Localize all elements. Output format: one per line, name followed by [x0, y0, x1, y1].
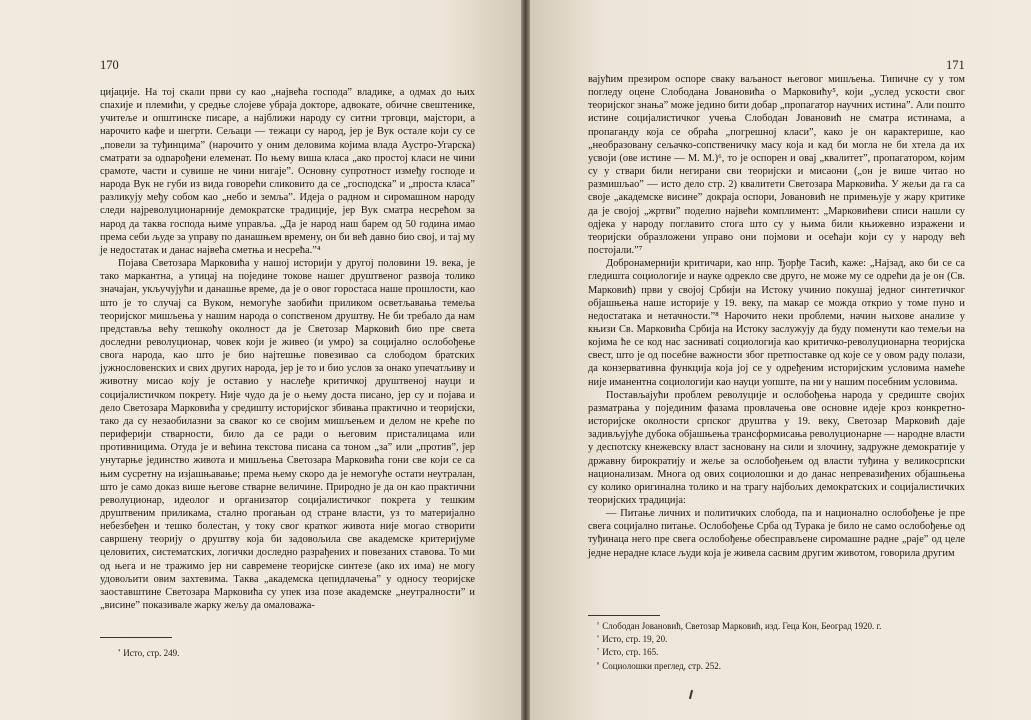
footnote-divider [100, 637, 172, 638]
footnote-mark: ⁶ [597, 634, 600, 642]
footnote-mark: ⁷ [597, 647, 600, 655]
footnote [118, 646, 478, 659]
paragraph: — Питање личних и политичких слобода, па и национално ослобођење је пре свега социјално питање. Ослобођење Срба од Турака је било не само ослобођење од туђинаца него пре свега ослобођење обесправљене сиромашне радне „раје” од целе једне нерадне класе људи која је живела сасвим другим животом, говорила другим [588, 508, 965, 559]
paragraph: Постављајући проблем револуције и ослобођења народа у средиште својих разматрања у појединим фазама провлачења ове основне идеје кроз конкретно-историјске околности српског друштва у 19. веку, Светозар Марковић даје задивљујуће дубока објашњења трансформисања револуционарне — народне власти у деспотску кнежевску власт засновану на сили и злочину, задружне демократије у државну бирократију и жеље за ослобођењем од власти туђина у великосрпски национализам. Многа од ових социолошки и до данас непревазиђених објашњења су колико оригинална толико и на трагу најбољих демократских и социјалистичких теоријских традиција: [588, 389, 965, 506]
paragraph: цијације. На тој скали први су као „највећа господа” владике, а одмах до њих спахије и племићи, у средње слојеве убраја докторе, адвокате, обичне свештенике, учитеље и општинске писаре, а најближи народу су ситни трговци, мајстори, а нарочито кафе и шегрти. Сељаци — тежаци су народ, јер је Вук остале који су се „повели за туђинцима” (нарочито у оним деловима којима влада Аустро-Угарска) сматрати за одnaрођени елеменат. По њему виша класа „ако простој класи не чини срамоте, части и сувише не чини нигаје”. Основну супротност између господе и народа Вук не губи из вида говорећи сликовито да се „господска” и „проста класа” разликују међу собом као „небо и земља”. Идеја о радном и сиромашном народу следи најреволуционарније демократске традиције, јер Вук сматра несрећом за народ да таква господа њиме управља. „Да је народ наш барем од 50 година имао према себи људе за управу по данашњем времену, он би већ давно био свој, и тај му је недостатак и данас највећа сметња и несрећа.”⁴ [100, 87, 475, 256]
paragraph: вајућим презиром оспоре сваку ваљаност његовог мишљења. Типичне су у том погледу оцене Слободана Јовановића о Марковићу⁵, који „услед ускости свог теоријског знања” може једино бити добар „пропагатор научних истина”. Али пошто истине социјалистичког учења Слободан Јовановић не сматра истинама, а пропаганду која се обраћа „погрешној класи”, како је он карактерише, као „необразовану сељачко-сопственичку масу која и кад би могла не би хтела да их усвоји (ове истине — М. М.)⁶, то је оспорен и овај „квалитет”, пропагатором, којим су у ствари били негирани сви теоријски и мисаони („он је више читао но размишљао” — исто дело стр. 2) квалитети Светозара Марковића. У жељи да га са своје „академске висине” докраја оспори, Јовановић не примењује у жару критике да је својој „жртви” поделио највећи комплимент: „Марковићеви списи нашли су одјека у народу поглавито стога што су у њима били књижевно изражени и теоријски образложени управо они појмови и осећаји који су у народу већ постојали.”⁷ [588, 74, 966, 257]
paragraph: Појава Светозара Марковића у нашој историји у другој половини 19. века, је тако маркантна, а утицај на поједине токове нашег друштвеног развоја толико значајан, укључујући и данашње време, да је о овог горостаса наше прошлости, као што је то случај са Вуком, немогуће заобићи приликом осветљавања темеља теоријског мишљења у нашим народа о сопственом друштву. Не би требало да нам представља већу тешкоћу околност да је Светозар Марковић био пре света доследни револуционар, човек који је живео (и умро) за социјално ослобођење свога народа, као што је био најтешње повезивао са слободом братских јужнословенских и свих других народа, јер је то и био услов за онако упечатљиву и животну мисао коју је оставио у наслеђе критичкој друштвеној науци и социјалистичком покрету. Није чудо да је о њему доста писано, јер су и појава и дело Светозара Марковића у средишту историјског збивања практично и теоријски, тако да су незаобилазни за сваког ко се својим мишљењем и делом не креће по периферији стварности, било да се ради о његовим присталицама или противницима. Отуда је и већина текстова писана са тоном „за” или „против”, јер унутарње јединство живота и мишљења Светозара Марковића гони све који се са њим сусретну на изјашњавање; према њему скоро да је немогуће остати неутралан, што је само доказ више његове стварне величине. Природно је да он као практични револуционар, идеолог и организатор социјалистичког покрета у тешким друштвеним приликама, стално прогањан од стране власти, уз то материјално небезбеђен и тешко болестан, у току свог кратког живота није могао створити савршену теорију о друштву која би задовољила све академске критеријуме целовитих, систематских, логички доследно разрађених и повезаних ставова. То ми од њега и не тражимо јер ни савремене теоријске синтезе (ако их има) не могу удовољити овим захтевима. Таква „академска цепидлачења” у односу теоријске заоставштине Светозара Марковића су упек иза позе академске „неутралности” и „висине” показивале жарку жељу да омаловажа- [100, 258, 475, 612]
footnote-mark: ⁴ [118, 648, 121, 655]
body-text [588, 73, 965, 560]
page-number: 171 [946, 58, 965, 72]
footnotes [118, 646, 478, 659]
footnote-divider [588, 615, 660, 616]
footnote [597, 659, 967, 672]
paragraph: Добронамернији критичари, као нпр. Ђорђе Тасић, каже: „Најзад, ако би се са гледишта социологије и науке одрекло све друго, не може му се одрећи да је он (Св. Марковић) први у својој Србији на Истоку учинио покушај једног синтетичког објашњења наше историје у 19. веку, па макар се можда открио у томе пуно и недостатака и нетачности.”⁸ Нарочито неки проблеми, начин њихове анализе у књизи Св. Марковића Србија на Истоку заслужују да буду поменути као темељи на којима ће се код нас засниваti социологија као критичко-револуционарна теоријска свест, што је од посебне важности због претпоставке од које се у овом раду полази, да конзервативна функција која јој се у одређеним историјским условима намеће није иманентна социологији као науци уопште, па ни у нашим посебним условима. [588, 258, 965, 388]
footnotes [597, 619, 967, 672]
footnote-mark: ⁵ [597, 621, 600, 628]
page-number: 170 [100, 58, 119, 72]
footnote-text: Социолошки преглед, стр. 252. [602, 660, 721, 671]
footnote-text: Исто, стр. 165. [602, 647, 659, 658]
body-text [100, 86, 475, 612]
footnote-text: Исто, стр. 19, 20. [602, 634, 668, 645]
book-gutter [521, 0, 530, 720]
footnote-text: Слободан Јовановић, Светозар Марковић, изд. Геца Кон, Београд 1920. г. [602, 621, 882, 631]
footnote [597, 645, 967, 658]
footnote [597, 632, 967, 645]
footnote-text: Исто, стр. 249. [123, 648, 180, 658]
footnote-mark: ⁸ [597, 660, 600, 668]
footnote [597, 619, 967, 632]
